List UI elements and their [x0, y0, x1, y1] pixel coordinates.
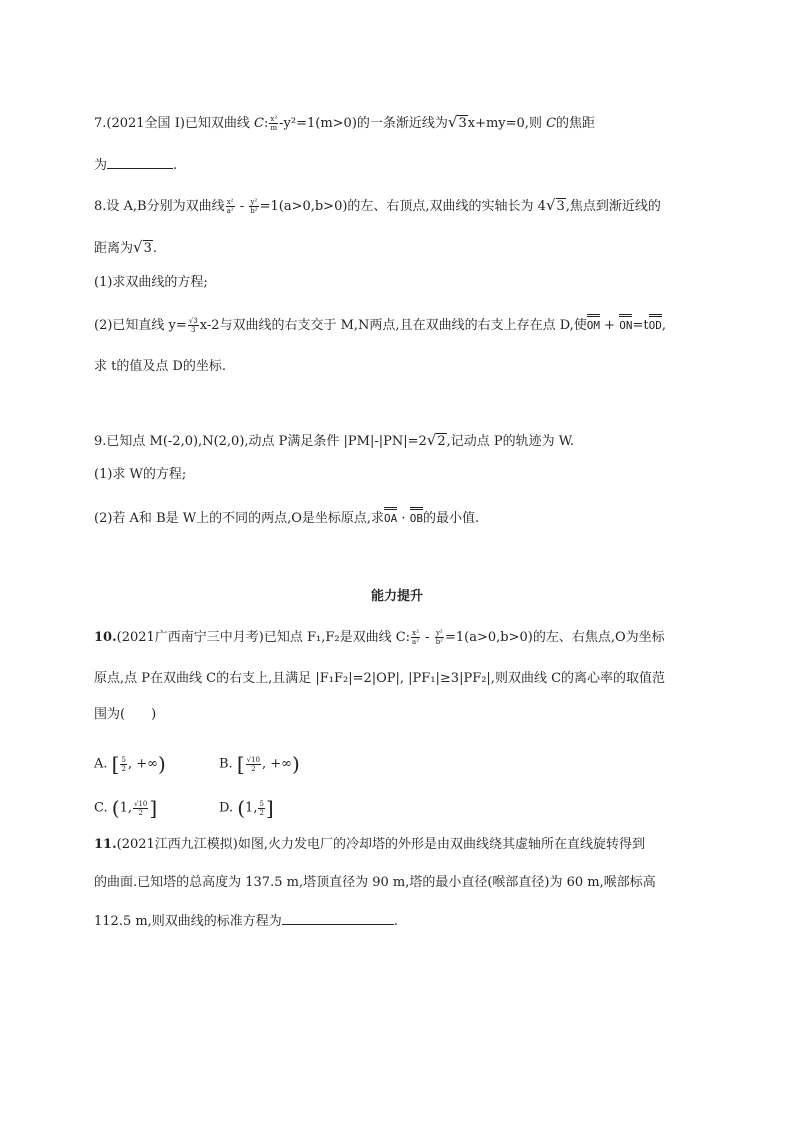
q9-number: 9. [94, 434, 107, 449]
option-b-num: √10 [246, 755, 261, 764]
q8-part2-a: (2)已知直线 y= [94, 318, 187, 333]
q7-frac-den: m [270, 124, 278, 132]
option-d-den: 2 [259, 808, 264, 817]
option-c-open: ( [111, 796, 120, 820]
option-b-label: B. [219, 756, 233, 772]
q8-line2-b: . [152, 241, 157, 256]
q7-line1: 7.(2021全国 I)已知双曲线 C: $\frac{\text{x²}}{m}$ -y²=1(m>0)的一条渐近线为√3x+my=0,则 C的焦距 [94, 113, 596, 132]
option-a-label: A. [94, 756, 108, 772]
q10-line2 [94, 670, 665, 688]
option-a-num: 5 [121, 755, 126, 764]
q8-frac1-num: x² [226, 198, 234, 206]
vector-on: ON [619, 317, 632, 335]
q8-frac2-num: y² [250, 198, 258, 206]
q8-line2 [94, 238, 157, 258]
q8-part2-line1 [94, 317, 666, 335]
q9-part2 [94, 510, 479, 528]
option-b-close: ) [292, 752, 300, 776]
q10-text-b: =1(a>0,b>0)的左、右焦点,O为坐标 [445, 630, 665, 645]
q8-part2-line2 [94, 358, 226, 376]
option-d-num: 5 [259, 799, 264, 808]
vector-oa: OA [384, 510, 397, 528]
q8-part1-text: (1)求双曲线的方程; [94, 275, 208, 290]
option-d-close: ] [265, 796, 274, 820]
q8-number: 8. [94, 199, 107, 214]
q9-text-b: ,记动点 P的轨迹为 W. [446, 434, 575, 449]
q10-line3 [94, 706, 156, 724]
q9-line1 [94, 431, 574, 451]
q10-minus: - [421, 630, 434, 645]
q9-part2-a: (2)若 A和 B是 W上的不同的两点,O是坐标原点,求 [94, 511, 385, 526]
q7-source: (2021全国 I) [106, 116, 185, 131]
q10-frac2-num: y² [435, 629, 443, 637]
q10-frac2 [435, 629, 444, 646]
q8-line2-a: 距离为 [94, 241, 134, 256]
option-d[interactable] [219, 796, 274, 820]
q8-sqrt1-arg: 3 [556, 199, 565, 214]
q8-eq-t: =t [632, 318, 649, 333]
option-a-frac [120, 756, 126, 773]
q11-line3 [94, 912, 398, 931]
q10-frac1-den: a² [412, 638, 420, 646]
q10-frac2-den: b² [435, 638, 443, 646]
q9-sqrt-arg: 2 [437, 434, 446, 449]
q9-part2-b: 的最小值. [422, 511, 480, 526]
option-b-open: [ [236, 752, 245, 776]
q8-part2-b: x-2与双曲线的右支交于 M,N两点,且在双曲线的右支上存在点 D,使 [199, 318, 587, 333]
q11-answer-blank[interactable] [282, 912, 394, 925]
q11-line3-a: 112.5 m,则双曲线的标准方程为 [94, 914, 282, 929]
vector-od: OD [649, 317, 662, 335]
q7-text-c: x+my=0,则 [467, 116, 547, 131]
q9-part1 [94, 466, 186, 484]
option-c-close: ] [149, 796, 158, 820]
q11-line1 [94, 836, 645, 854]
q8-part2-frac-den: 3 [191, 326, 196, 334]
q8-frac1 [226, 198, 235, 215]
vector-ob: OB [410, 510, 423, 528]
option-d-frac [258, 800, 264, 817]
option-a-rest: , +∞ [127, 756, 158, 772]
q7-curve-name: C [254, 116, 264, 131]
q8-part2-frac-num: √3 [188, 317, 198, 325]
option-c-num: √10 [133, 799, 148, 808]
q8-frac1-den: a² [226, 207, 234, 215]
q9-part1-text: (1)求 W的方程; [94, 467, 187, 482]
q8-text-a: 设 A,B分别为双曲线 [106, 199, 225, 214]
q11-number: 11. [94, 837, 117, 852]
q8-part2-c: , [661, 318, 666, 333]
q10-frac1 [411, 629, 420, 646]
q8-plus: + [600, 318, 620, 333]
q8-text-b: =1(a>0,b>0)的左、右顶点,双曲线的实轴长为 4 [259, 199, 546, 214]
option-c-frac [133, 800, 148, 817]
option-d-label: D. [219, 800, 234, 816]
q8-minus: - [235, 199, 249, 214]
section-heading: 能力提升 [370, 589, 423, 604]
option-c-den: 2 [138, 808, 143, 817]
q7-number: 7. [94, 116, 107, 131]
option-b[interactable] [219, 752, 300, 776]
option-a-den: 2 [121, 764, 126, 773]
q10-frac1-num: x² [412, 629, 419, 637]
q11-source: (2021江西九江模拟) [116, 837, 238, 852]
option-a[interactable] [94, 752, 166, 776]
q9-sqrt: √2 [426, 431, 446, 449]
q10-text-a: 已知点 F₁,F₂是双曲线 C: [263, 630, 411, 645]
q8-sqrt2: √3 [133, 238, 152, 256]
q11-line2-text: 的曲面.已知塔的总高度为 137.5 m,塔顶直径为 90 m,塔的最小直径(喉部直径)为 60 m,喉部标高 [94, 875, 656, 890]
q8-sqrt1: √3 [545, 196, 565, 214]
q8-frac2 [249, 198, 258, 215]
q7-line2: 为 . [94, 158, 178, 173]
q7-frac-num: x² [270, 115, 278, 123]
q8-part2-frac [188, 317, 199, 334]
option-d-open: ( [237, 796, 246, 820]
option-d-pre: 1, [245, 800, 258, 816]
q10-number: 10. [94, 630, 117, 645]
q10-source: (2021广西南宁三中月考) [116, 630, 264, 645]
option-a-close: ) [157, 752, 166, 776]
q8-sqrt2-arg: 3 [143, 241, 152, 256]
option-c-pre: 1, [119, 800, 132, 816]
q7-text-e: 的焦距 [556, 116, 596, 131]
option-c-label: C. [94, 800, 108, 816]
q11-line2 [94, 874, 656, 892]
option-b-den: 2 [251, 764, 256, 773]
q7-text-d: C [546, 116, 557, 131]
option-b-rest: , +∞ [262, 756, 293, 772]
q8-text-c: ,焦点到渐近线的 [565, 199, 661, 214]
q7-sqrt-arg: 3 [458, 116, 467, 131]
option-b-frac [246, 756, 261, 773]
q10-line3-text: 围为( ) [94, 707, 157, 722]
q8-line1 [94, 196, 661, 216]
q7-fraction [269, 115, 278, 132]
q8-part2-line2-text: 求 t的值及点 D的坐标. [94, 359, 227, 374]
q11-line1-text: 如图,火力发电厂的冷却塔的外形是由双曲线绕其虚轴所在直线旋转得到 [237, 837, 645, 852]
q7-line2-prefix: 为 [94, 158, 108, 173]
q7-sqrt: √3 [447, 113, 467, 131]
q10-line2-text: 原点,点 P在双曲线 C的右支上,且满足 |F₁F₂|=2|OP|, |PF₁|≥3|PF₂|,则双曲线 C的离心率的取值范 [94, 671, 666, 686]
q7-answer-blank[interactable] [107, 156, 173, 169]
vector-om: OM [587, 317, 600, 335]
q10-line1 [94, 629, 665, 647]
q7-text-b: -y²=1(m>0)的一条渐近线为 [279, 116, 448, 131]
q11-line3-b: . [393, 914, 398, 929]
q8-part1 [94, 274, 208, 292]
option-c[interactable] [94, 796, 157, 820]
option-a-open: [ [111, 752, 120, 776]
q7-text: 已知双曲线 [184, 116, 255, 131]
q8-frac2-den: b² [250, 207, 258, 215]
q9-text-a: 已知点 M(-2,0),N(2,0),动点 P满足条件 |PM|-|PN|=2 [106, 434, 427, 449]
q9-dot: · [397, 511, 410, 526]
